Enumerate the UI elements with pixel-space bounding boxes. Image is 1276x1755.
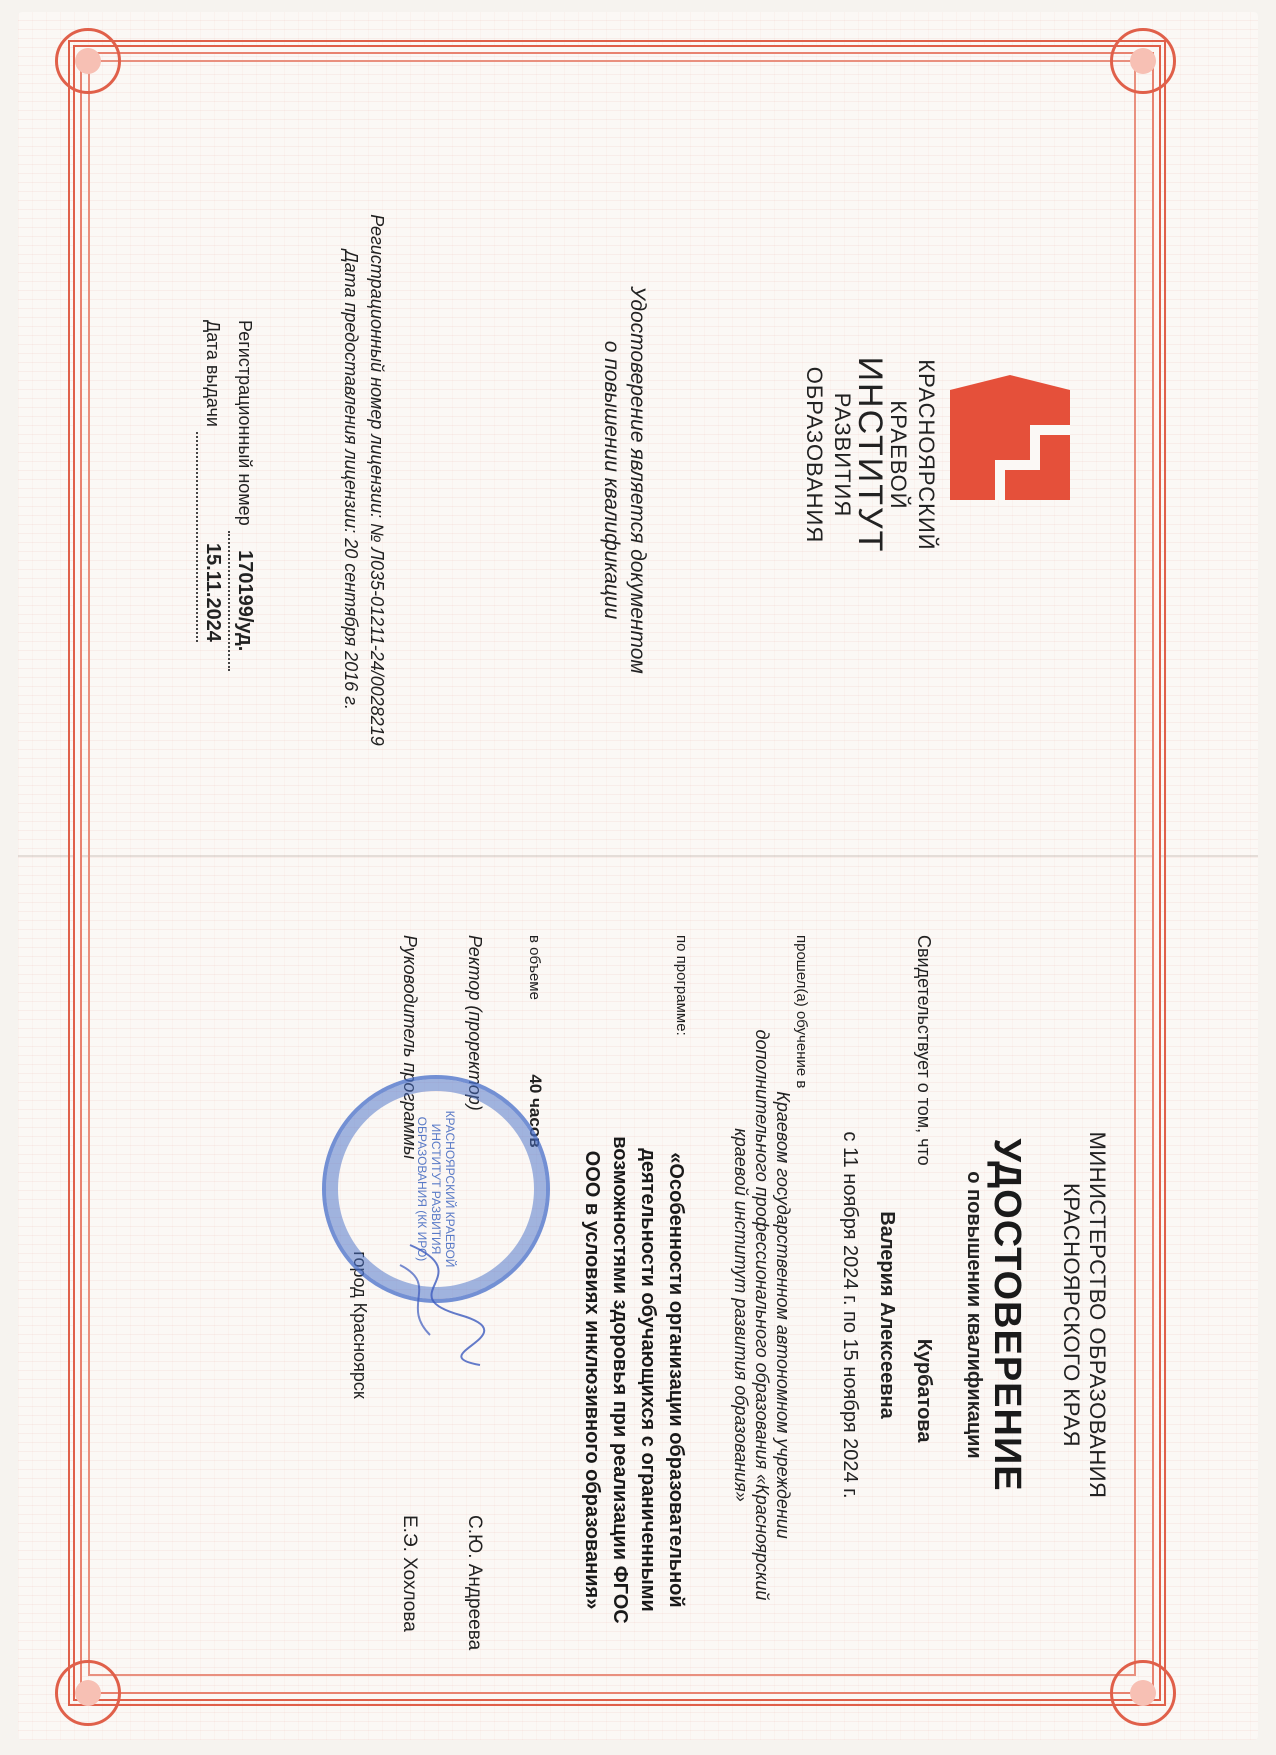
certifies-label: Свидетельствует о том, что	[914, 935, 934, 1166]
issue-date-value: 15.11.2024	[196, 432, 228, 642]
license-info	[338, 200, 390, 760]
institution-block	[730, 935, 810, 1695]
volume-row	[525, 935, 545, 1695]
logo-line-1: КРАСНОЯРСКИЙ	[914, 359, 939, 551]
document-title: УДОСТОВЕРЕНИЕ	[986, 1138, 1028, 1492]
surname: Курбатова	[913, 1338, 935, 1443]
license-date: Дата предоставления лицензии: 20 сентября 2016 г.	[341, 249, 361, 711]
ministry-header	[1058, 935, 1110, 1695]
logo-line-5: ОБРАЗОВАНИЯ	[802, 366, 827, 544]
program-label: по программе:	[673, 935, 690, 1036]
supervisor-name: Е.Э. Хохлова	[399, 1515, 420, 1632]
rector-name: С.Ю. Андреева	[464, 1515, 485, 1651]
program-line-2: деятельности обучающихся с ограниченными	[637, 1148, 659, 1612]
license-number: Регистрационный номер лицензии: № Л035-01211-24/0028219	[367, 214, 387, 746]
statement	[598, 270, 650, 690]
program-block	[578, 935, 690, 1695]
volume-label: в объеме	[526, 935, 543, 1000]
ministry-line-1: МИНИСТЕРСТВО ОБРАЗОВАНИЯ	[1085, 1131, 1110, 1499]
program-title	[578, 1065, 690, 1695]
reg-number-row	[228, 320, 260, 740]
logo-line-2: КРАЕВОЙ	[886, 400, 911, 510]
institution-line-1: Краевом государственном автономном учреждении	[773, 1091, 793, 1539]
program-line-3: возможностями здоровья при реализации ФГОС	[609, 1136, 631, 1624]
logo-line-3: ИНСТИТУТ	[851, 356, 889, 554]
corner-ornament-icon	[1110, 28, 1176, 94]
program-line-1: «Особенности организации образовательной	[665, 1152, 687, 1608]
left-page	[100, 190, 1080, 790]
given-names: Валерия Алексеевна	[876, 1211, 898, 1419]
city: город Красноярск	[350, 1251, 370, 1399]
institute-name	[800, 310, 940, 600]
supervisor-label: Руководитель программы	[400, 935, 420, 1160]
rector-label: Ректор (проректор)	[465, 935, 485, 1111]
right-page	[110, 935, 1110, 1695]
document-subtitle: о повышении квалификации	[963, 1171, 985, 1459]
corner-ornament-icon	[55, 28, 121, 94]
institution-line-3: краевой институт развития образования»	[731, 1128, 751, 1502]
holder-block	[838, 935, 935, 1695]
reg-number-value: 170199/уд.	[228, 531, 260, 671]
stamp-text: КРАСНОЯРСКИЙ КРАЕВОЙ ИНСТИТУТ РАЗВИТИЯ ОБРАЗОВАНИЯ (КК ИРО)	[415, 1110, 457, 1268]
certifies-row	[912, 935, 935, 1695]
statement-line-2: о повышении квалификации	[600, 340, 623, 620]
ministry-line-2: КРАСНОЯРСКОГО КРАЯ	[1059, 1183, 1084, 1447]
training-period: с 11 ноября 2024 г. по 15 ноября 2024 г.	[839, 1131, 861, 1499]
institute-logo-icon	[930, 370, 1080, 540]
statement-line-1: Удостоверение является документом	[626, 286, 649, 674]
corner-ornament-icon	[1110, 1660, 1176, 1726]
registration-block	[196, 320, 260, 740]
institution-line-2: дополнительного профессионального образования «Красноярский	[752, 1029, 772, 1601]
title-block	[962, 935, 1038, 1695]
trained-label: прошел(а) обучение в	[793, 935, 810, 1089]
signature-icon	[380, 1235, 500, 1375]
issue-date-label: Дата выдачи	[203, 320, 223, 427]
issue-date-row	[196, 320, 228, 740]
logo-line-4: РАЗВИТИЯ	[830, 392, 855, 518]
volume-value: 40 часов	[526, 1074, 545, 1148]
program-line-4: ООО в условиях инклюзивного образования»	[581, 1150, 603, 1610]
reg-number-label: Регистрационный номер	[235, 320, 255, 526]
